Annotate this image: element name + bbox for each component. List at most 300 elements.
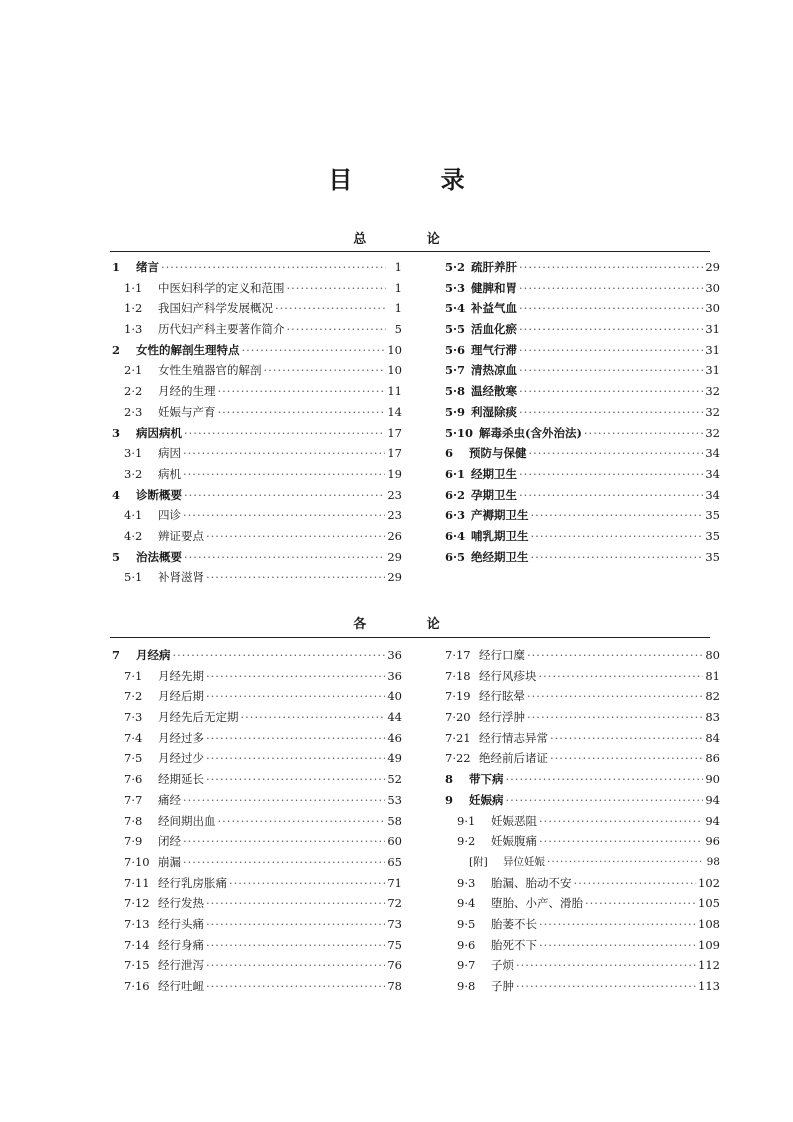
toc-entry-title: 女性的解剖生理特点 — [136, 342, 240, 357]
toc-entry-title: 我国妇产科学发展概况 — [158, 301, 273, 316]
toc-entry-number: 9·1 — [457, 813, 476, 828]
toc-entry[interactable] — [445, 771, 720, 792]
toc-entry[interactable] — [445, 668, 720, 689]
toc-entry-title: 月经病 — [136, 648, 171, 662]
toc-entry-page: 1 — [394, 301, 402, 316]
toc-entry-page: 72 — [387, 896, 402, 911]
toc-entry-title: 补益气血 — [471, 301, 518, 316]
dot-leader — [539, 834, 703, 848]
toc-entry-page: 112 — [698, 958, 720, 973]
toc-entry-page: 29 — [387, 570, 402, 585]
toc-entry[interactable] — [112, 425, 402, 446]
toc-entry-title: 利湿除痰 — [471, 404, 518, 419]
toc-entry-number: 6·5 — [445, 549, 466, 564]
toc-column — [445, 647, 720, 999]
toc-entry-number: 6·3 — [445, 508, 466, 523]
toc-entry[interactable] — [445, 300, 720, 321]
dot-leader — [519, 384, 703, 398]
dot-leader — [161, 260, 386, 274]
toc-entry[interactable] — [112, 383, 402, 404]
toc-entry-page: 31 — [705, 322, 720, 337]
toc-entry[interactable] — [112, 957, 402, 978]
toc-entry[interactable] — [445, 507, 720, 528]
toc-entry-page: 35 — [705, 528, 720, 543]
toc-entry-title: 经行浮肿 — [479, 710, 525, 725]
toc-entry-title: 月经的生理 — [158, 384, 216, 399]
toc-entry-page: 32 — [705, 384, 720, 399]
toc-entry-page: 108 — [698, 916, 720, 931]
toc-entry-number: 3·1 — [124, 446, 143, 461]
toc-entry-page: 105 — [698, 896, 720, 911]
toc-entry[interactable] — [445, 342, 720, 363]
toc-entry-number: 1 — [112, 260, 121, 274]
toc-entry-page: 23 — [387, 508, 402, 523]
toc-entry-number: 5·8 — [445, 384, 466, 399]
toc-entry-number: 9·7 — [457, 958, 476, 973]
toc-entry-page: 19 — [387, 466, 402, 481]
toc-entry-number: 1·1 — [124, 280, 143, 295]
toc-entry-page: 30 — [705, 301, 720, 316]
toc-entry[interactable] — [112, 833, 402, 854]
toc-entry-page: 102 — [698, 875, 720, 890]
dot-leader — [206, 570, 385, 584]
dot-leader — [539, 669, 704, 683]
toc-entry-number: 7·1 — [124, 668, 143, 683]
toc-entry[interactable] — [445, 875, 720, 896]
dot-leader — [183, 467, 385, 481]
toc-entry-title: 妊娠病 — [469, 792, 504, 807]
toc-entry-page: 30 — [705, 280, 720, 295]
toc-entry-number: 5·5 — [445, 322, 466, 337]
toc-entry[interactable] — [445, 854, 720, 875]
toc-entry-number: 4 — [112, 487, 121, 502]
dot-leader — [241, 710, 386, 724]
dot-leader — [206, 772, 385, 786]
toc-entry-number: 7·12 — [124, 896, 150, 911]
toc-entry-number: 9·6 — [457, 937, 476, 952]
toc-entry[interactable] — [445, 280, 720, 301]
toc-entry[interactable] — [445, 833, 720, 854]
toc-entry-number: 5·2 — [445, 260, 466, 274]
dot-leader — [585, 896, 696, 910]
toc-entry-title: 异位妊娠 — [503, 855, 545, 868]
toc-entry[interactable] — [112, 875, 402, 896]
toc-entry-title: 历代妇产科主要著作简介 — [158, 322, 285, 337]
toc-entry-title: 月经后期 — [158, 689, 204, 704]
toc-column — [445, 259, 720, 569]
toc-entry[interactable] — [112, 668, 402, 689]
dot-leader — [550, 731, 703, 745]
toc-entry-number: 7·9 — [124, 834, 143, 849]
dot-leader — [206, 731, 385, 745]
toc-entry[interactable] — [445, 321, 720, 342]
toc-entry[interactable] — [445, 362, 720, 383]
toc-entry-title: 经行乳房胀痛 — [158, 875, 227, 890]
toc-entry-page: 90 — [705, 772, 720, 787]
toc-entry-number: 2·1 — [124, 363, 143, 378]
dot-leader — [206, 669, 385, 683]
dot-leader — [529, 446, 704, 460]
toc-entry-page: 78 — [387, 979, 402, 993]
toc-entry-title: 闭经 — [158, 834, 181, 849]
toc-entry[interactable] — [112, 507, 402, 528]
toc-entry-page: 10 — [387, 363, 402, 378]
toc-entry[interactable] — [112, 342, 402, 363]
dot-leader — [206, 938, 385, 952]
toc-entry-title: 清热凉血 — [471, 363, 518, 378]
toc-entry-number: 5·1 — [124, 570, 143, 585]
toc-entry-page: 83 — [705, 710, 720, 725]
toc-entry[interactable] — [445, 528, 720, 549]
toc-entry-page: 98 — [706, 855, 720, 868]
dot-leader — [218, 384, 386, 398]
toc-entry[interactable] — [112, 750, 402, 771]
toc-entry-title: 四诊 — [158, 508, 181, 523]
toc-entry-number: 2·2 — [124, 384, 143, 399]
toc-entry-page: 11 — [387, 384, 402, 399]
toc-entry-page: 49 — [387, 751, 402, 766]
dot-leader — [206, 529, 385, 543]
toc-entry[interactable] — [445, 466, 720, 487]
dot-leader — [519, 281, 703, 295]
toc-entry-title: 胎萎不长 — [491, 916, 537, 931]
toc-entry[interactable] — [112, 466, 402, 487]
dot-leader — [531, 550, 704, 564]
toc-entry[interactable] — [112, 647, 402, 668]
toc-entry-page: 36 — [387, 668, 402, 683]
dot-leader — [206, 751, 385, 765]
toc-entry-title: 绝经期卫生 — [471, 549, 529, 564]
toc-entry-number: 7·19 — [445, 689, 471, 704]
toc-entry[interactable] — [445, 445, 720, 466]
toc-entry-title: 健脾和胃 — [471, 280, 518, 295]
toc-entry-title: 经间期出血 — [158, 813, 216, 828]
toc-entry[interactable] — [445, 895, 720, 916]
dot-leader — [183, 508, 385, 522]
toc-entry[interactable] — [445, 487, 720, 508]
dot-leader — [519, 405, 703, 419]
toc-entry-page: 32 — [705, 425, 720, 440]
dot-leader — [184, 550, 385, 564]
dot-leader — [519, 343, 703, 357]
dot-leader — [519, 467, 703, 481]
toc-entry-number: 1·2 — [124, 301, 143, 316]
toc-entry-page: 29 — [387, 549, 402, 564]
toc-entry-title: 子肿 — [491, 979, 514, 993]
toc-entry-number: 3 — [112, 425, 121, 440]
toc-entry-title: 孕期卫生 — [471, 487, 518, 502]
dot-leader — [206, 689, 385, 703]
toc-entry-page: 35 — [705, 549, 720, 564]
toc-column — [112, 647, 402, 999]
toc-entry-title: 妊娠腹痛 — [491, 834, 537, 849]
dot-leader — [519, 363, 703, 377]
dot-leader — [287, 281, 387, 295]
dot-leader — [519, 260, 703, 274]
toc-entry[interactable] — [112, 445, 402, 466]
toc-entry[interactable] — [112, 895, 402, 916]
dot-leader — [183, 834, 385, 848]
toc-entry-title: 辨证要点 — [158, 528, 204, 543]
toc-entry-title: 预防与保健 — [469, 446, 527, 461]
toc-entry-number: [附] — [469, 855, 488, 868]
toc-entry-page: 36 — [387, 648, 402, 662]
toc-entry-page: 14 — [387, 404, 402, 419]
toc-entry-number: 5·9 — [445, 404, 466, 419]
toc-entry-page: 75 — [387, 937, 402, 952]
toc-entry[interactable] — [112, 321, 402, 342]
toc-entry-title: 病因 — [158, 446, 181, 461]
toc-entry[interactable] — [112, 487, 402, 508]
toc-entry-number: 9·3 — [457, 875, 476, 890]
toc-entry[interactable] — [445, 709, 720, 730]
toc-entry-number: 5·10 — [445, 425, 474, 440]
toc-entry-page: 96 — [705, 834, 720, 849]
toc-entry-number: 7·18 — [445, 668, 471, 683]
toc-entry-page: 40 — [387, 689, 402, 704]
toc-entry-title: 理气行滞 — [471, 342, 518, 357]
toc-entry[interactable] — [112, 549, 402, 570]
toc-entry[interactable] — [445, 259, 720, 280]
toc-entry-title: 胎死不下 — [491, 937, 537, 952]
dot-leader — [264, 363, 386, 377]
toc-entry-number: 5·6 — [445, 342, 466, 357]
toc-entry-number: 5 — [112, 549, 121, 564]
toc-entry[interactable] — [112, 362, 402, 383]
dot-leader — [539, 938, 696, 952]
dot-leader — [206, 917, 385, 931]
toc-entry-page: 94 — [705, 813, 720, 828]
toc-entry[interactable] — [445, 813, 720, 834]
toc-entry-number: 9·5 — [457, 916, 476, 931]
toc-entry-title: 中医妇科学的定义和范围 — [158, 280, 285, 295]
toc-entry-title: 经行泄泻 — [158, 958, 204, 973]
toc-entry-number: 7·4 — [124, 730, 143, 745]
dot-leader — [173, 648, 386, 662]
toc-column — [112, 259, 402, 590]
toc-entry-number: 7·13 — [124, 916, 150, 931]
toc-entry-number: 7·11 — [124, 875, 150, 890]
toc-entry[interactable] — [112, 937, 402, 958]
toc-entry-title: 经期卫生 — [471, 466, 518, 481]
dot-leader — [184, 488, 385, 502]
toc-entry-title: 绝经前后诸证 — [479, 751, 548, 766]
toc-entry-title: 活血化瘀 — [471, 322, 518, 337]
toc-entry-number: 4·1 — [124, 508, 143, 523]
toc-entry-title: 病因病机 — [136, 425, 182, 440]
toc-entry[interactable] — [445, 792, 720, 813]
toc-entry-title: 妊娠与产育 — [158, 404, 216, 419]
toc-entry[interactable] — [445, 978, 720, 999]
toc-entry-title: 堕胎、小产、滑胎 — [491, 896, 583, 911]
toc-entry-number: 7·14 — [124, 937, 150, 952]
toc-entry[interactable] — [445, 937, 720, 958]
toc-entry-page: 44 — [387, 710, 402, 725]
toc-entry-title: 经行发热 — [158, 896, 204, 911]
dot-leader — [527, 710, 703, 724]
toc-entry-page: 31 — [705, 363, 720, 378]
toc-entry[interactable] — [445, 404, 720, 425]
toc-entry[interactable] — [112, 528, 402, 549]
toc-entry-title: 经行头痛 — [158, 916, 204, 931]
toc-entry-page: 34 — [705, 466, 720, 481]
dot-leader — [183, 446, 385, 460]
toc-entry[interactable] — [445, 647, 720, 668]
toc-entry[interactable] — [112, 569, 402, 590]
toc-entry-title: 经行眩晕 — [479, 689, 525, 704]
toc-entry-title: 经行吐衄 — [158, 979, 204, 993]
toc-entry-title: 经行身痛 — [158, 937, 204, 952]
dot-leader — [218, 405, 386, 419]
toc-entry-title: 经行风疹块 — [479, 668, 537, 683]
toc-entry-number: 2·3 — [124, 404, 143, 419]
toc-entry[interactable] — [112, 730, 402, 751]
toc-entry[interactable] — [112, 813, 402, 834]
dot-leader — [527, 689, 703, 703]
dot-leader — [183, 855, 385, 869]
toc-entry[interactable] — [445, 383, 720, 404]
toc-entry-number: 7·16 — [124, 979, 150, 993]
toc-entry-page: 35 — [705, 508, 720, 523]
toc-entry-title: 崩漏 — [158, 854, 181, 869]
toc-entry-title: 胎漏、胎动不安 — [491, 875, 572, 890]
toc-entry-page: 23 — [387, 487, 402, 502]
toc-entry-title: 带下病 — [469, 772, 504, 787]
toc-entry-page: 71 — [387, 875, 402, 890]
toc-entry-number: 5·3 — [445, 280, 466, 295]
dot-leader — [527, 648, 703, 662]
toc-entry-page: 76 — [387, 958, 402, 973]
toc-entry[interactable] — [445, 549, 720, 570]
toc-entry-title: 痛经 — [158, 792, 181, 807]
toc-entry-number: 7·17 — [445, 648, 471, 662]
toc-entry-page: 32 — [705, 404, 720, 419]
toc-entry-number: 6·4 — [445, 528, 466, 543]
toc-entry[interactable] — [445, 425, 720, 446]
toc-entry-title: 妊娠恶阻 — [491, 813, 537, 828]
toc-entry-title: 月经过少 — [158, 751, 204, 766]
toc-entry-page: 26 — [387, 528, 402, 543]
toc-entry-page: 84 — [705, 730, 720, 745]
dot-leader — [242, 343, 386, 357]
toc-entry-page: 73 — [387, 916, 402, 931]
toc-entry-page: 46 — [387, 730, 402, 745]
dot-leader — [550, 751, 703, 765]
toc-entry[interactable] — [112, 259, 402, 280]
toc-entry-title: 治法概要 — [136, 549, 182, 564]
toc-entry-number: 7·10 — [124, 854, 150, 869]
toc-entry-page: 31 — [705, 342, 720, 357]
toc-entry-page: 34 — [705, 446, 720, 461]
toc-entry-title: 经行情志异常 — [479, 730, 548, 745]
toc-entry-title: 月经先期 — [158, 668, 204, 683]
toc-entry-page: 1 — [394, 280, 402, 295]
dot-leader — [206, 896, 385, 910]
toc-entry[interactable] — [445, 957, 720, 978]
toc-entry-number: 9·8 — [457, 979, 476, 993]
toc-entry[interactable] — [112, 404, 402, 425]
toc-entry-title: 经期延长 — [158, 772, 204, 787]
toc-entry-number: 7·15 — [124, 958, 150, 973]
dot-leader — [516, 958, 696, 972]
dot-leader — [519, 322, 703, 336]
toc-entry-page: 60 — [387, 834, 402, 849]
toc-entry-title: 解毒杀虫(含外治法) — [479, 425, 582, 440]
toc-entry-title: 月经先后无定期 — [158, 710, 239, 725]
toc-entry-page: 82 — [705, 689, 720, 704]
dot-leader — [206, 979, 385, 993]
dot-leader — [206, 958, 385, 972]
toc-entry[interactable] — [445, 916, 720, 937]
toc-entry-page: 17 — [387, 425, 402, 440]
toc-entry[interactable] — [112, 300, 402, 321]
toc-entry[interactable] — [445, 688, 720, 709]
dot-leader — [218, 814, 386, 828]
toc-entry-page: 86 — [705, 751, 720, 766]
dot-leader — [539, 917, 696, 931]
dot-leader — [539, 814, 703, 828]
toc-entry-number: 7·7 — [124, 792, 143, 807]
toc-entry-page: 17 — [387, 446, 402, 461]
dot-leader — [506, 793, 704, 807]
toc-entry-page: 80 — [705, 648, 720, 662]
toc-entry-number: 7·20 — [445, 710, 471, 725]
toc-entry-number: 9·2 — [457, 834, 476, 849]
section-divider — [110, 637, 710, 638]
toc-entry-page: 53 — [387, 792, 402, 807]
toc-entry-number: 7·2 — [124, 689, 143, 704]
toc-entry-number: 9·4 — [457, 896, 476, 911]
toc-entry-number: 1·3 — [124, 322, 143, 337]
dot-leader — [287, 322, 387, 336]
section-heading-general: 总 论 — [353, 232, 468, 247]
toc-entry[interactable] — [112, 916, 402, 937]
dot-leader — [531, 508, 704, 522]
section-divider — [110, 251, 710, 252]
toc-entry-title: 诊断概要 — [136, 487, 182, 502]
toc-entry[interactable] — [112, 978, 402, 999]
page-title: 目 录 — [328, 165, 505, 194]
toc-entry-title: 经行口糜 — [479, 648, 525, 662]
toc-entry-number: 9 — [445, 792, 454, 807]
toc-entry[interactable] — [112, 688, 402, 709]
toc-entry[interactable] — [445, 750, 720, 771]
toc-entry-number: 6·1 — [445, 466, 466, 481]
toc-entry[interactable] — [112, 709, 402, 730]
toc-entry-page: 1 — [394, 260, 402, 274]
toc-entry-page: 29 — [705, 260, 720, 274]
toc-entry[interactable] — [112, 280, 402, 301]
toc-entry-page: 58 — [387, 813, 402, 828]
toc-entry-number: 3·2 — [124, 466, 143, 481]
dot-leader — [547, 856, 704, 868]
toc-entry-page: 34 — [705, 487, 720, 502]
dot-leader — [184, 426, 385, 440]
toc-entry[interactable] — [112, 792, 402, 813]
toc-entry-page: 94 — [705, 792, 720, 807]
toc-entry[interactable] — [112, 854, 402, 875]
toc-entry-number: 7·6 — [124, 772, 143, 787]
toc-entry-number: 8 — [445, 772, 454, 787]
toc-entry-number: 7·3 — [124, 710, 143, 725]
toc-entry-page: 52 — [387, 772, 402, 787]
toc-entry-title: 温经散寒 — [471, 384, 518, 399]
toc-entry-number: 7 — [112, 648, 121, 662]
toc-entry[interactable] — [112, 771, 402, 792]
toc-entry[interactable] — [445, 730, 720, 751]
dot-leader — [519, 301, 703, 315]
toc-entry-page: 10 — [387, 342, 402, 357]
